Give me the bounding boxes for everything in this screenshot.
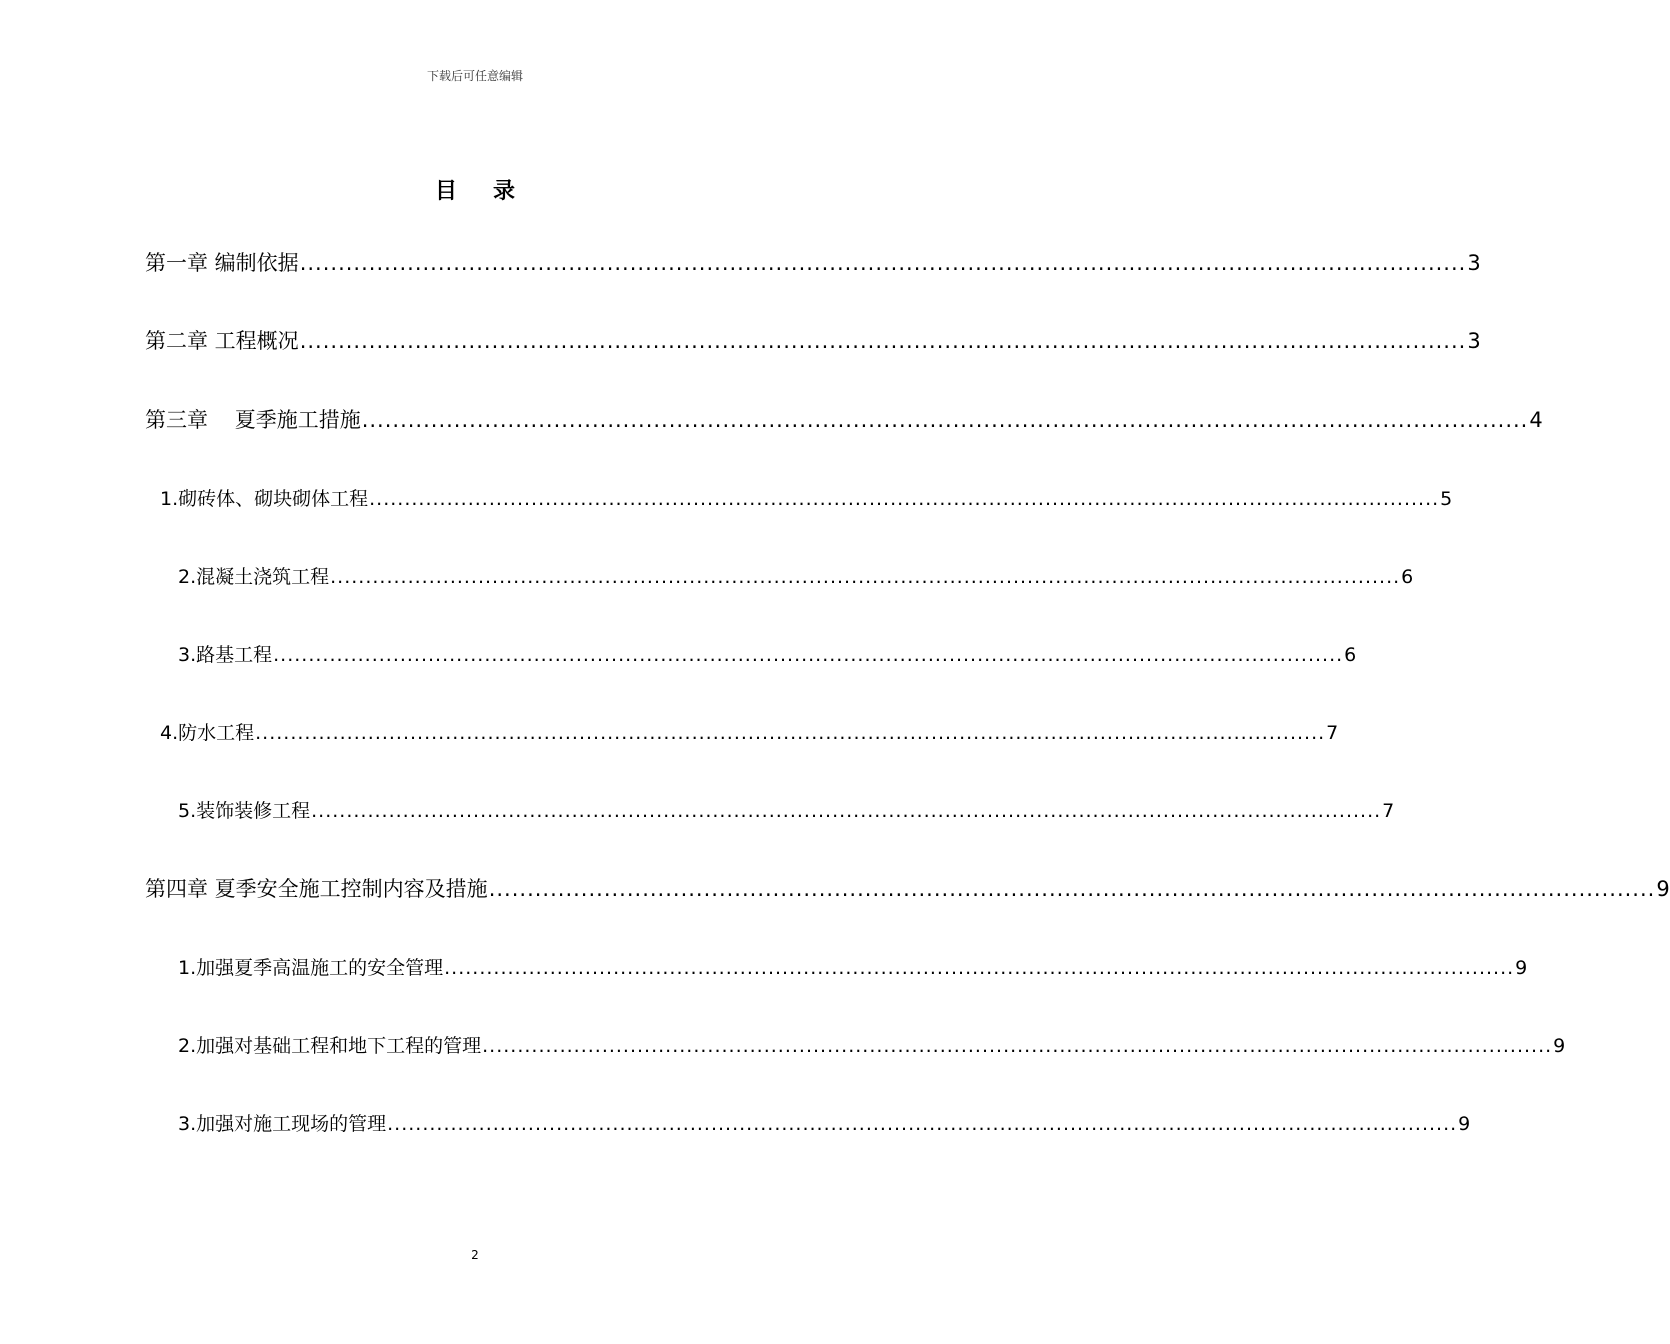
toc-entry-section-3-4[interactable] bbox=[160, 718, 1339, 750]
toc-entry-page: 7 bbox=[1326, 722, 1339, 744]
toc-entry-chapter-3[interactable] bbox=[145, 404, 1543, 436]
toc-entry-label: 5.装饰装修工程 bbox=[178, 800, 311, 822]
toc-entry-page: 7 bbox=[1382, 800, 1395, 822]
toc-leader-dots: ........................................................................................................................................................ bbox=[369, 488, 1440, 510]
toc-entry-page: 6 bbox=[1344, 644, 1357, 666]
toc-entry-page: 3 bbox=[1467, 329, 1481, 353]
toc-entry-section-3-5[interactable] bbox=[178, 796, 1395, 828]
toc-entry-section-4-3[interactable] bbox=[178, 1109, 1471, 1141]
toc-entry-label: 第三章 夏季施工措施 bbox=[145, 408, 361, 432]
toc-leader-dots: ........................................................................................................................................................ bbox=[311, 800, 1382, 822]
toc-leader-dots: ........................................................................................................................................................ bbox=[299, 251, 1467, 275]
toc-entry-chapter-4[interactable] bbox=[145, 873, 1670, 905]
toc-entry-page: 9 bbox=[1553, 1035, 1566, 1057]
toc-leader-dots: ........................................................................................................................................................ bbox=[387, 1113, 1458, 1135]
toc-entry-page: 9 bbox=[1656, 877, 1670, 901]
toc-leader-dots: ........................................................................................................................................................ bbox=[361, 408, 1529, 432]
toc-entry-chapter-2[interactable] bbox=[145, 325, 1481, 357]
toc-entry-label: 3.路基工程 bbox=[178, 644, 273, 666]
toc-entry-chapter-1[interactable] bbox=[145, 247, 1481, 279]
toc-entry-label: 2.混凝土浇筑工程 bbox=[178, 566, 330, 588]
toc-entry-label: 1.砌砖体、砌块砌体工程 bbox=[160, 488, 369, 510]
toc-leader-dots: ........................................................................................................................................................ bbox=[444, 957, 1515, 979]
toc-entry-label: 4.防水工程 bbox=[160, 722, 255, 744]
toc-entry-section-4-1[interactable] bbox=[178, 953, 1528, 985]
page-header: 下载后可任意编辑 bbox=[426, 69, 523, 83]
toc-entry-page: 9 bbox=[1458, 1113, 1471, 1135]
toc-entry-section-3-1[interactable] bbox=[160, 484, 1453, 516]
toc-entry-page: 5 bbox=[1440, 488, 1453, 510]
toc-entry-page: 6 bbox=[1401, 566, 1414, 588]
toc-entry-section-3-3[interactable] bbox=[178, 640, 1357, 672]
toc-entry-page: 3 bbox=[1467, 251, 1481, 275]
toc-leader-dots: ........................................................................................................................................................ bbox=[299, 329, 1467, 353]
toc-leader-dots: ........................................................................................................................................................ bbox=[255, 722, 1326, 744]
toc-title: 目录 bbox=[434, 179, 551, 204]
toc-entry-label: 第一章 编制依据 bbox=[145, 251, 299, 275]
toc-entry-label: 第四章 夏季安全施工控制内容及措施 bbox=[145, 877, 488, 901]
toc-entry-label: 2.加强对基础工程和地下工程的管理 bbox=[178, 1035, 482, 1057]
toc-entry-label: 1.加强夏季高温施工的安全管理 bbox=[178, 957, 444, 979]
toc-leader-dots: ........................................................................................................................................................ bbox=[488, 877, 1656, 901]
toc-entry-section-3-2[interactable] bbox=[178, 562, 1414, 594]
toc-entry-page: 9 bbox=[1515, 957, 1528, 979]
toc-entry-page: 4 bbox=[1529, 408, 1543, 432]
toc-entry-label: 第二章 工程概况 bbox=[145, 329, 299, 353]
page-number: 2 bbox=[471, 1248, 479, 1262]
toc-leader-dots: ........................................................................................................................................................ bbox=[482, 1035, 1553, 1057]
toc-leader-dots: ........................................................................................................................................................ bbox=[330, 566, 1401, 588]
toc-leader-dots: ........................................................................................................................................................ bbox=[273, 644, 1344, 666]
toc-entry-label: 3.加强对施工现场的管理 bbox=[178, 1113, 387, 1135]
toc-entry-section-4-2[interactable] bbox=[178, 1031, 1566, 1063]
